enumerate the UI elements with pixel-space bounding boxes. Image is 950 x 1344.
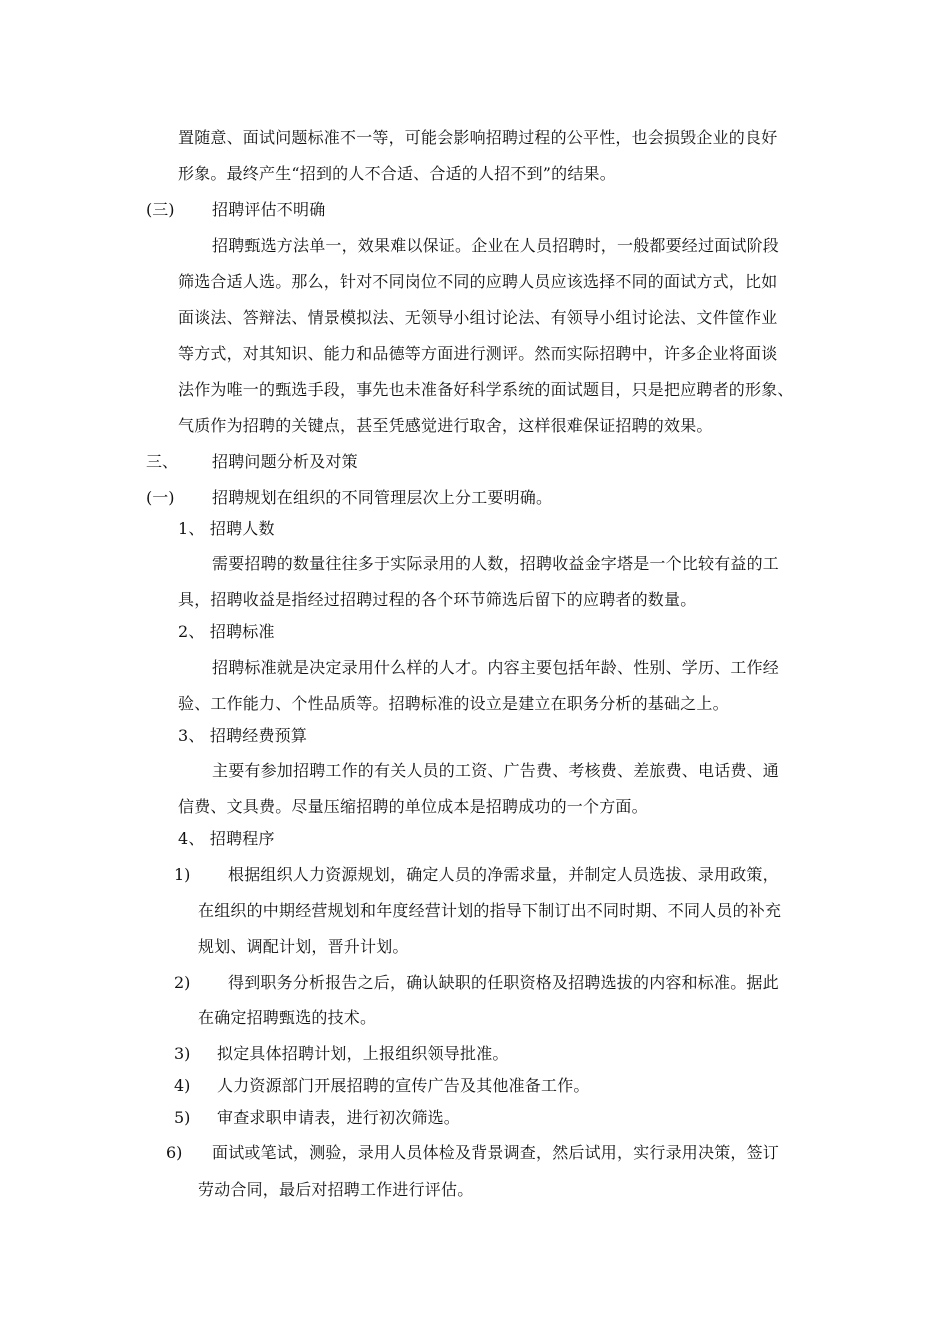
paragraph-line: 置随意、面试问题标准不一等，可能会影响招聘过程的公平性，也会损毁企业的良好 (178, 128, 778, 147)
paragraph-line: 招聘标准就是决定录用什么样的人才。内容主要包括年龄、性别、学历、工作经 (212, 658, 780, 677)
paragraph-line: 招聘甄选方法单一，效果难以保证。企业在人员招聘时，一般都要经过面试阶段 (212, 236, 780, 255)
paragraph-line: 劳动合同，最后对招聘工作进行评估。 (198, 1180, 474, 1199)
subsection-number: (一) (146, 488, 175, 507)
paragraph-line: 审查求职申请表，进行初次筛选。 (217, 1108, 461, 1127)
paragraph-line: 筛选合适人选。那么，针对不同岗位不同的应聘人员应该选择不同的面试方式，比如 (178, 272, 778, 291)
paragraph-line: 面谈法、答辩法、情景模拟法、无领导小组讨论法、有领导小组讨论法、文件筐作业 (178, 308, 778, 327)
paragraph-line: 主要有参加招聘工作的有关人员的工资、广告费、考核费、差旅费、电话费、通 (212, 761, 780, 780)
part-number: 三、 (146, 452, 179, 471)
paragraph-line: 人力资源部门开展招聘的宣传广告及其他准备工作。 (217, 1076, 590, 1095)
paragraph-line: 等方式，对其知识、能力和品德等方面进行测评。然而实际招聘中，许多企业将面谈 (178, 344, 778, 363)
step-number: 3) (174, 1044, 191, 1063)
step-number: 4) (174, 1076, 191, 1095)
section-number: (三) (146, 200, 175, 219)
paragraph-line: 验、工作能力、个性品质等。招聘标准的设立是建立在职务分析的基础之上。 (178, 694, 729, 713)
item-heading: 1、 招聘人数 (178, 519, 275, 538)
paragraph-line: 在组织的中期经营规划和年度经营计划的指导下制订出不同时期、不同人员的补充 (198, 901, 782, 920)
item-heading: 2、 招聘标准 (178, 622, 275, 641)
paragraph-line: 在确定招聘甄选的技术。 (198, 1008, 377, 1027)
paragraph-line: 气质作为招聘的关键点，甚至凭感觉进行取舍，这样很难保证招聘的效果。 (178, 416, 713, 435)
paragraph-line: 根据组织人力资源规划，确定人员的净需求量，并制定人员选拔、录用政策， (228, 865, 779, 884)
paragraph-line: 形象。最终产生“招到的人不合适、合适的人招不到”的结果。 (178, 164, 616, 183)
step-number: 2) (174, 973, 191, 992)
paragraph-line: 信费、文具费。尽量压缩招聘的单位成本是招聘成功的一个方面。 (178, 797, 648, 816)
paragraph-line: 具，招聘收益是指经过招聘过程的各个环节筛选后留下的应聘者的数量。 (178, 590, 697, 609)
paragraph-line: 需要招聘的数量往往多于实际录用的人数，招聘收益金字塔是一个比较有益的工 (212, 554, 780, 573)
item-heading: 3、 招聘经费预算 (178, 726, 308, 745)
paragraph-line: 规划、调配计划，晋升计划。 (198, 937, 409, 956)
paragraph-line: 拟定具体招聘计划，上报组织领导批准。 (217, 1044, 509, 1063)
paragraph-line: 面试或笔试，测验，录用人员体检及背景调查，然后试用，实行录用决策，签订 (212, 1143, 780, 1162)
paragraph-line: 法作为唯一的甄选手段，事先也未准备好科学系统的面试题目，只是把应聘者的形象、 (178, 380, 794, 399)
subsection-heading: 招聘规划在组织的不同管理层次上分工要明确。 (212, 488, 553, 507)
part-heading: 招聘问题分析及对策 (212, 452, 358, 471)
item-heading: 4、 招聘程序 (178, 829, 275, 848)
step-number: 5) (174, 1108, 191, 1127)
paragraph-line: 得到职务分析报告之后，确认缺职的任职资格及招聘选拔的内容和标准。据此 (228, 973, 779, 992)
section-heading: 招聘评估不明确 (212, 200, 326, 219)
step-number: 1) (174, 865, 191, 884)
step-number: 6) (166, 1143, 183, 1162)
